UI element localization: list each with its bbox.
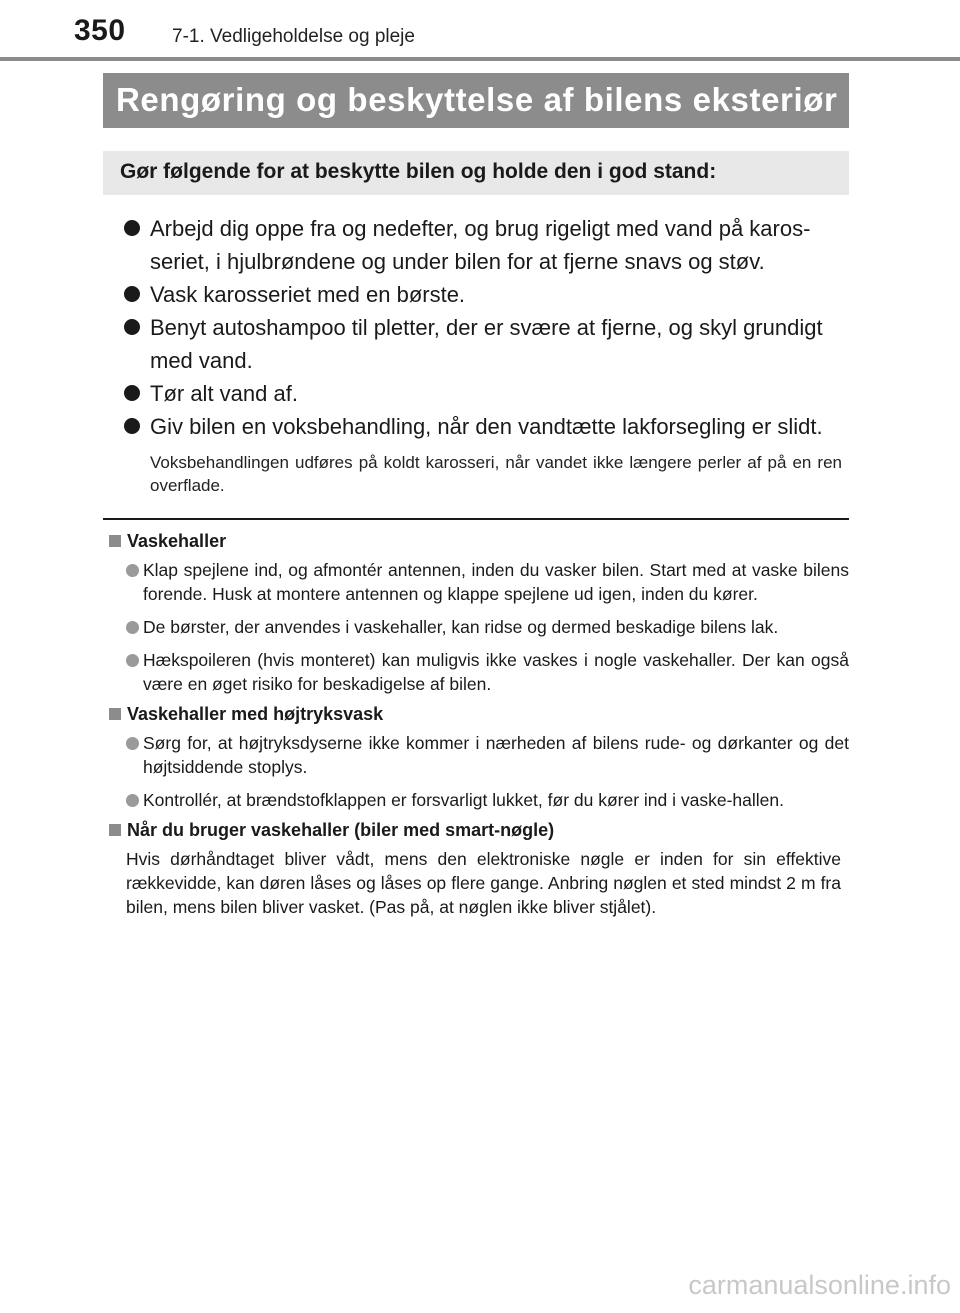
main-list-item — [124, 377, 846, 410]
note-item — [109, 648, 849, 696]
note-item-text: De børster, der anvendes i vaskehaller, kan ridse og dermed beskadige bilens lak. — [143, 617, 779, 637]
bullet-dot-icon — [124, 220, 140, 236]
note-item-text: Sørg for, at højtryksdyserne ikke kommer i nærheden af bilens rude- og dørkanter og det højtsiddende stoplys. — [143, 733, 849, 777]
main-item-text: Arbejd dig oppe fra og nedefter, og brug rigeligt med vand på karos-seriet, i hjulbrøndene og under bilen for at fjerne snavs og støv. — [150, 216, 811, 274]
page-number: 350 — [74, 14, 126, 47]
intro-text: Gør følgende for at beskytte bilen og holde den i god stand: — [120, 160, 717, 183]
note-item-text: Kontrollér, at brændstofklappen er forsvarligt lukket, før du kører ind i vaske-hallen. — [143, 790, 784, 810]
note-item — [109, 788, 849, 812]
notes-section — [109, 529, 849, 919]
section-reference: 7-1. Vedligeholdelse og pleje — [172, 26, 415, 47]
header-rule — [0, 57, 960, 61]
note-item — [109, 731, 849, 779]
note-item-text: Hækspoileren (hvis monteret) kan muligvis ikke vaskes i nogle vaskehaller. Der kan også være en øget risiko for beskadigelse af bilen. — [143, 650, 849, 694]
note-heading-text: Vaskehaller med højtryksvask — [127, 704, 384, 724]
bullet-dot-icon — [124, 385, 140, 401]
note-heading-text: Vaskehaller — [127, 531, 227, 551]
circle-bullet-icon — [126, 737, 139, 750]
note-heading-text: Når du bruger vaskehaller (biler med smart-nøgle) — [127, 820, 555, 840]
note-heading — [109, 818, 849, 842]
page-header — [0, 0, 960, 62]
wax-note: Voksbehandlingen udføres på koldt karosseri, når vandet ikke længere perler af på en ren overflade. — [150, 453, 842, 495]
square-bullet-icon — [109, 708, 121, 720]
intro-box — [103, 151, 849, 195]
section-divider — [103, 518, 849, 520]
bullet-dot-icon — [124, 418, 140, 434]
circle-bullet-icon — [126, 621, 139, 634]
main-item-text: Tør alt vand af. — [150, 381, 298, 406]
circle-bullet-icon — [126, 564, 139, 577]
main-list-item — [124, 278, 846, 311]
circle-bullet-icon — [126, 654, 139, 667]
title-banner — [103, 73, 849, 128]
note-item-text: Klap spejlene ind, og afmontér antennen, inden du vasker bilen. Start med at vaske bilens forende. Husk at montere antennen og klappe spejlene ud igen, inden du kører. — [143, 560, 849, 604]
main-list-item — [124, 311, 846, 377]
main-list-item — [124, 410, 846, 443]
main-item-text: Giv bilen en voksbehandling, når den vandtætte lakforsegling er slidt. — [150, 414, 823, 439]
page-title: Rengøring og beskyttelse af bilens eksteriør — [116, 81, 838, 118]
square-bullet-icon — [109, 824, 121, 836]
watermark[interactable]: carmanualsonline.info — [688, 1270, 951, 1300]
main-list-item — [124, 212, 846, 278]
square-bullet-icon — [109, 535, 121, 547]
circle-bullet-icon — [126, 794, 139, 807]
main-item-text: Vask karosseriet med en børste. — [150, 282, 466, 307]
note-heading — [109, 702, 849, 726]
main-bullet-list — [124, 212, 846, 443]
bullet-dot-icon — [124, 319, 140, 335]
note-paragraph: Hvis dørhåndtaget bliver vådt, mens den elektroniske nøgle er inden for sin effektive rækkevidde, kan døren låses og låses op flere gange. Anbring nøglen et sted mindst 2 m fra bilen, mens bilen bliver vasket. (Pas på, at nøglen ikke bliver stjålet). — [126, 849, 841, 917]
note-heading — [109, 529, 849, 553]
bullet-dot-icon — [124, 286, 140, 302]
note-item — [109, 615, 849, 639]
main-item-text: Benyt autoshampoo til pletter, der er svære at fjerne, og skyl grundigt med vand. — [150, 315, 823, 373]
note-item — [109, 558, 849, 606]
